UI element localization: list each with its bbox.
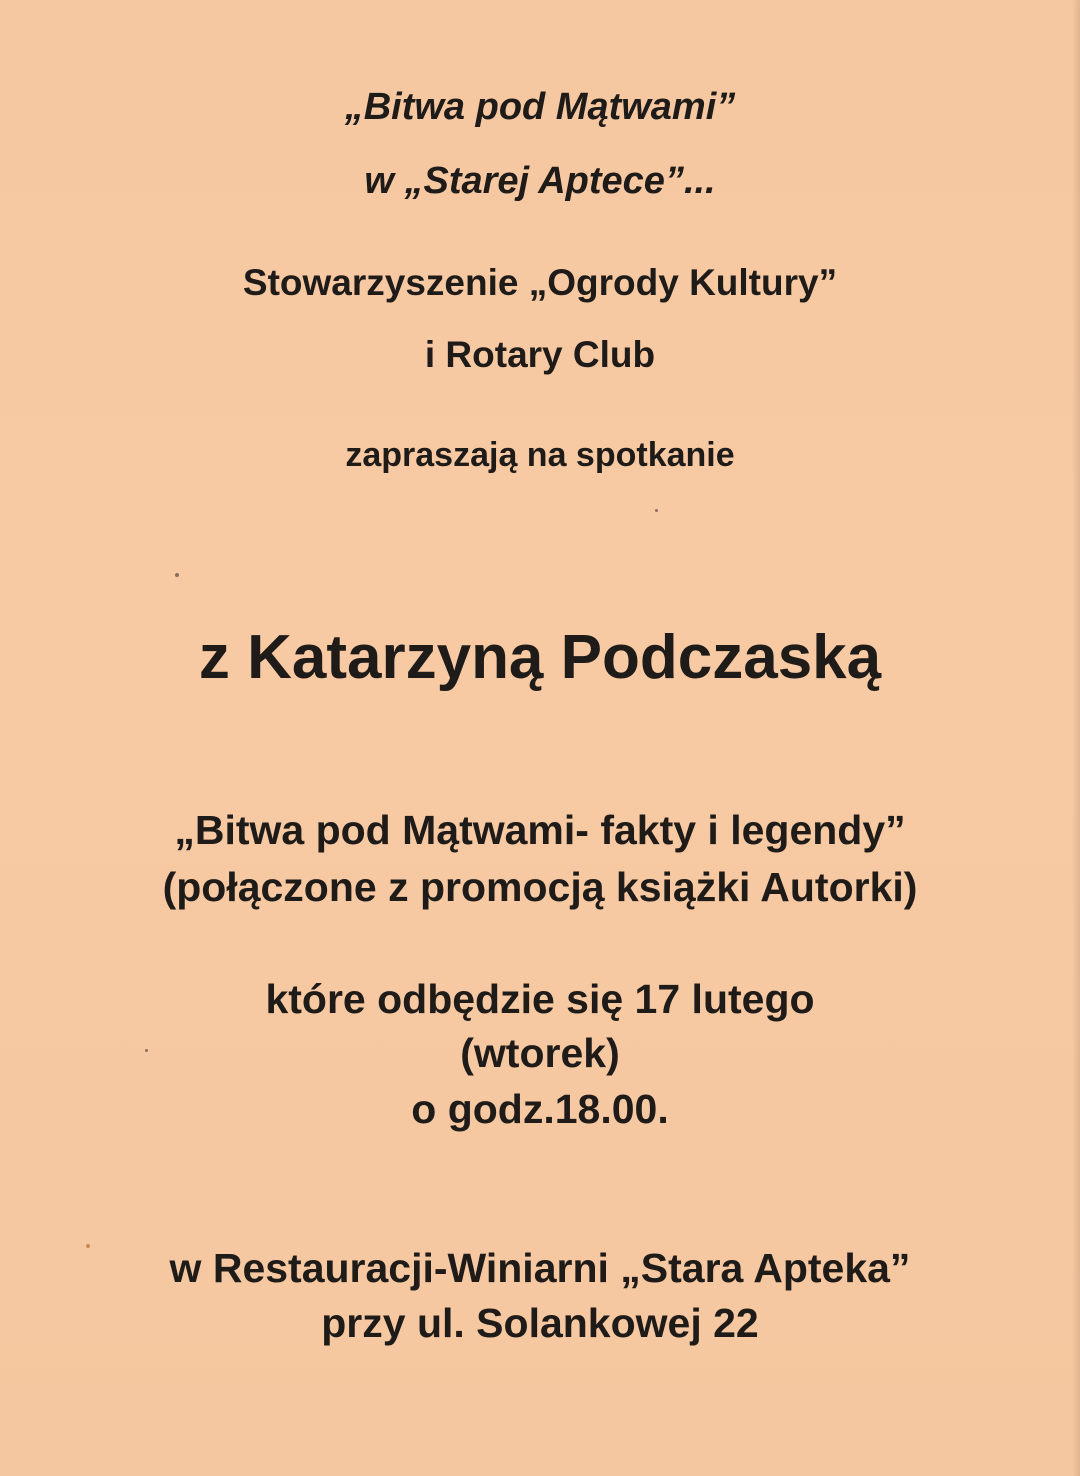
- talk-title: „Bitwa pod Mątwami- fakty i legendy”: [174, 807, 906, 853]
- date-line-1: które odbędzie się 17 lutego: [265, 976, 815, 1022]
- paper-speck: [175, 573, 179, 577]
- organizer-line-2: i Rotary Club: [424, 334, 656, 375]
- heading-line-1: „Bitwa pod Mątwami”: [344, 86, 736, 128]
- paper-speck: [145, 1049, 148, 1052]
- venue-line-2: przy ul. Solankowej 22: [321, 1300, 759, 1346]
- venue-line-1: w Restauracji-Winiarni „Stara Apteka”: [169, 1245, 911, 1291]
- paper-speck: [655, 509, 658, 512]
- heading-line-2: w „Starej Aptece”...: [364, 160, 716, 202]
- paper-speck: [86, 1244, 90, 1248]
- organizer-line-1: Stowarzyszenie „Ogrody Kultury”: [242, 262, 838, 303]
- guest-name: z Katarzyną Podczaską: [198, 623, 882, 692]
- date-line-2: (wtorek): [460, 1030, 620, 1076]
- talk-subtitle: (połączone z promocją książki Autorki): [162, 864, 918, 910]
- date-line-3: o godz.18.00.: [411, 1086, 669, 1132]
- invite-line: zapraszają na spotkanie: [345, 436, 735, 474]
